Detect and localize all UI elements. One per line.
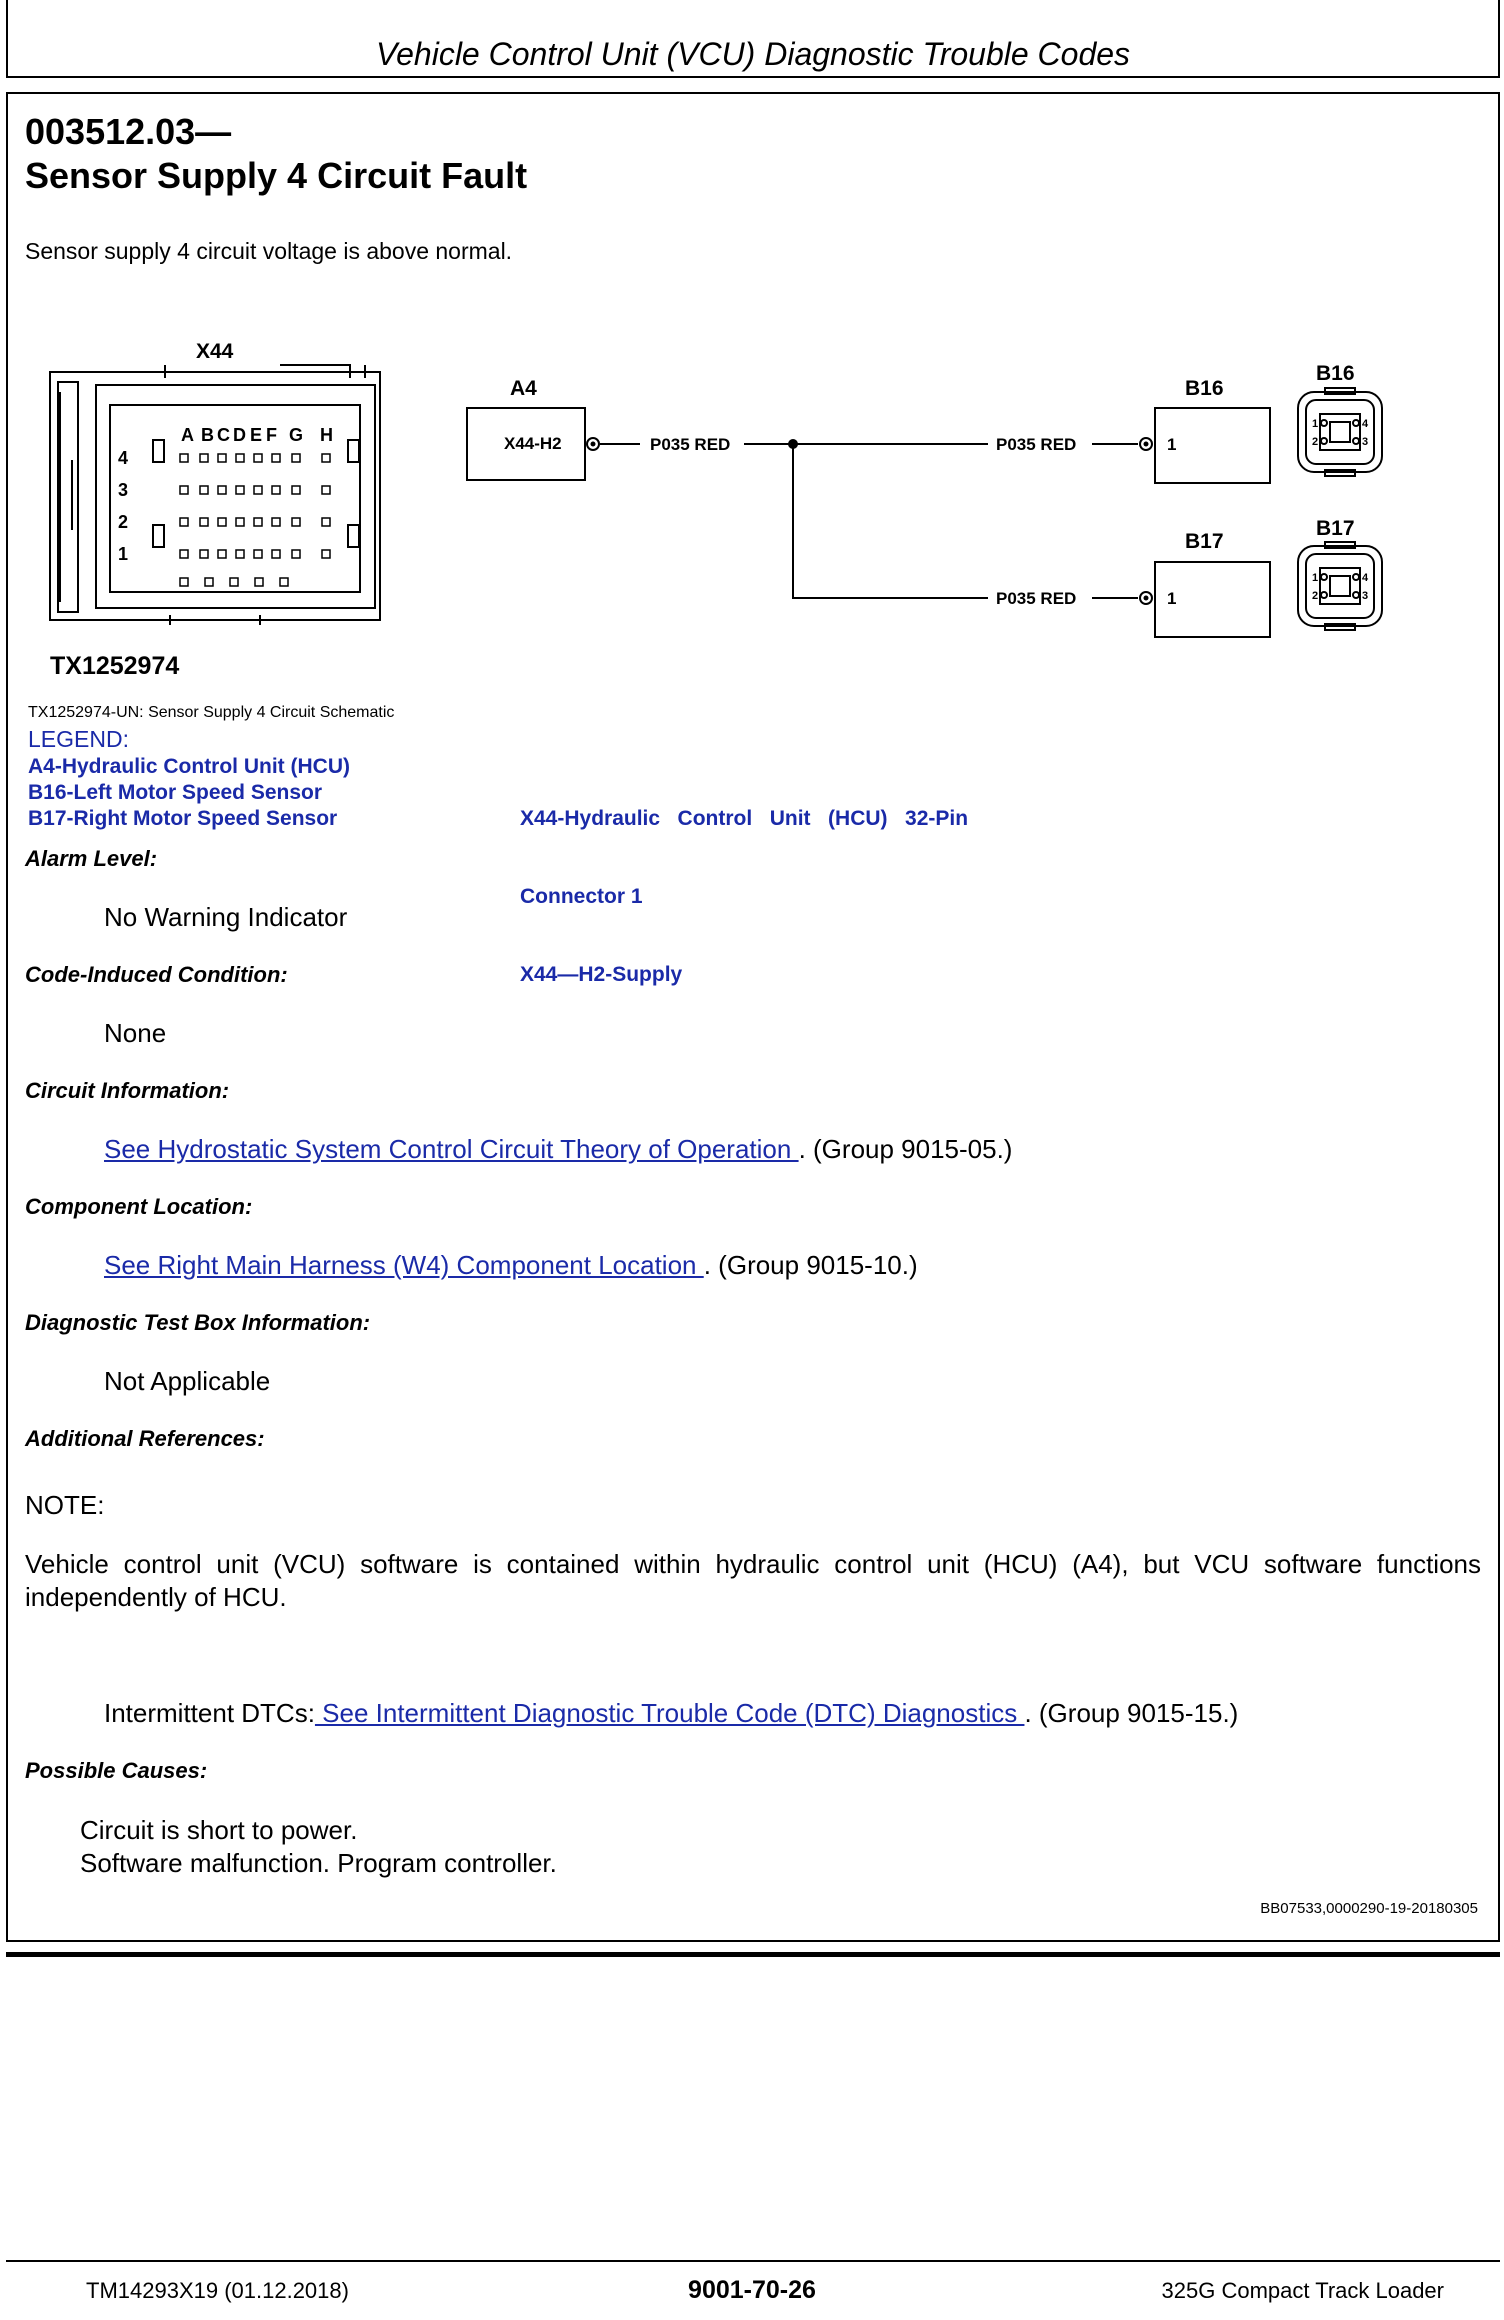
possible-causes-heading: Possible Causes: <box>25 1758 208 1783</box>
legend-item-x44-h2: X44—H2-Supply <box>520 963 683 986</box>
dtc-number: 003512.03— <box>25 111 232 152</box>
b16-pin-number: 1 <box>1167 435 1177 454</box>
legend-item-x44: X44-Hydraulic Control Unit (HCU) 32-Pin <box>520 807 969 830</box>
b17-pin-2: 2 <box>1312 590 1319 602</box>
wire-label-b17: P035 RED <box>996 589 1077 608</box>
figure-caption: TX1252974-UN: Sensor Supply 4 Circuit Schematic <box>28 704 395 721</box>
x44-row-1: 1 <box>118 544 129 564</box>
wire-splice <box>788 439 798 449</box>
b16-connector-label: B16 <box>1316 362 1355 385</box>
note-label: NOTE: <box>25 1490 105 1520</box>
x44-row-3: 3 <box>118 480 129 500</box>
b17-connector-label: B17 <box>1316 517 1355 540</box>
legend-item-b17: B17-Right Motor Speed Sensor <box>28 807 338 830</box>
intermittent-dtc-link[interactable]: See Intermittent Diagnostic Trouble Code (DTC) Diagnostics <box>314 1698 1025 1728</box>
x44-col-c: C <box>217 425 230 445</box>
x44-label: X44 <box>196 340 234 363</box>
b17-pin-number: 1 <box>1167 589 1177 608</box>
a4-label: A4 <box>510 377 537 400</box>
x44-col-b: B <box>201 425 214 445</box>
wires <box>600 444 1138 598</box>
cause-item: Software malfunction. Program controller. <box>80 1848 557 1878</box>
code-induced-condition-heading: Code-Induced Condition: <box>25 962 288 987</box>
a4-pin-dot <box>591 442 596 447</box>
b17-pin-4: 4 <box>1362 572 1369 584</box>
circuit-schematic <box>20 330 1420 700</box>
circuit-theory-link[interactable]: See Hydrostatic System Control Circuit Theory of Operation <box>104 1134 799 1164</box>
dtc-description: Sensor supply 4 circuit voltage is above normal. <box>25 238 513 264</box>
legend-item-x44-cont: Connector 1 <box>520 885 643 908</box>
legend-heading: LEGEND: <box>28 726 129 752</box>
component-location-body <box>104 1250 918 1281</box>
legend-item-b16: B16-Left Motor Speed Sensor <box>28 781 323 804</box>
footer-machine-name: 325G Compact Track Loader <box>1161 2278 1444 2303</box>
b17-pin-dot <box>1144 596 1149 601</box>
test-box-value: Not Applicable <box>104 1366 271 1396</box>
b17-connector-drawing <box>1298 542 1382 630</box>
intermittent-dtcs-line <box>104 1698 1238 1729</box>
x44-col-g: G <box>289 425 304 445</box>
wire-label-b16: P035 RED <box>996 435 1077 454</box>
component-group-ref: . (Group 9015-10.) <box>703 1250 918 1280</box>
x44-pin-grid <box>180 454 330 586</box>
code-induced-condition-value: None <box>104 1018 167 1048</box>
b17-box-label: B17 <box>1185 530 1224 553</box>
x44-column-letters <box>181 425 333 445</box>
x44-col-d: D <box>233 425 246 445</box>
x44-col-f: F <box>266 425 277 445</box>
header-frame <box>6 0 1500 78</box>
component-location-link[interactable]: See Right Main Harness (W4) Component Location <box>104 1250 704 1280</box>
additional-references-heading: Additional References: <box>25 1426 265 1451</box>
dtc-title <box>25 110 527 198</box>
b16-box-label: B16 <box>1185 377 1224 400</box>
x44-col-e: E <box>250 425 263 445</box>
cause-item: Circuit is short to power. <box>80 1815 358 1845</box>
legend-item-a4: A4-Hydraulic Control Unit (HCU) <box>28 755 350 778</box>
intermittent-group-ref: . (Group 9015-15.) <box>1024 1698 1239 1728</box>
x44-col-a: A <box>181 425 194 445</box>
a4-pin-label: X44-H2 <box>504 434 562 453</box>
legend-right-column <box>520 754 968 1014</box>
footer-page-number: 9001-70-26 <box>688 2276 816 2304</box>
dtc-name: Sensor Supply 4 Circuit Fault <box>25 155 528 196</box>
footer-manual-id: TM14293X19 (01.12.2018) <box>86 2278 349 2303</box>
figure-id: TX1252974 <box>50 652 180 680</box>
wire-label-a4: P035 RED <box>650 435 731 454</box>
component-location-heading: Component Location: <box>25 1194 253 1219</box>
circuit-information-heading: Circuit Information: <box>25 1078 230 1103</box>
b17-pin-1: 1 <box>1312 572 1319 584</box>
x44-connector-drawing <box>50 365 380 625</box>
x44-row-numbers <box>118 448 128 564</box>
b16-pin-dot <box>1144 442 1149 447</box>
page-header-title: Vehicle Control Unit (VCU) Diagnostic Trouble Codes <box>375 36 1131 72</box>
b16-pin-1: 1 <box>1312 418 1319 430</box>
b16-connector-drawing <box>1298 388 1382 476</box>
section-end-rule <box>6 1952 1500 1957</box>
possible-causes-list <box>80 1814 557 1880</box>
intermittent-prefix: Intermittent DTCs: <box>104 1698 315 1728</box>
legend-left-column <box>28 754 350 832</box>
document-reference: BB07533,0000290-19-20180305 <box>1260 1900 1478 1917</box>
x44-row-2: 2 <box>118 512 129 532</box>
b16-pin-2: 2 <box>1312 436 1319 448</box>
footer-rule <box>6 2260 1500 2262</box>
b17-pin-3: 3 <box>1362 590 1369 602</box>
circuit-group-ref: . (Group 9015-05.) <box>798 1134 1013 1164</box>
alarm-level-heading: Alarm Level: <box>25 846 158 871</box>
x44-col-h: H <box>320 425 333 445</box>
b16-pin-3: 3 <box>1362 436 1369 448</box>
b16-pin-4: 4 <box>1362 418 1369 430</box>
test-box-heading: Diagnostic Test Box Information: <box>25 1310 371 1335</box>
alarm-level-value: No Warning Indicator <box>104 902 348 932</box>
circuit-information-body <box>104 1134 1012 1165</box>
note-text: Vehicle control unit (VCU) software is contained within hydraulic control unit (HCU) (A4), but VCU software functions independently of HCU. <box>25 1549 1481 1612</box>
x44-row-4: 4 <box>118 448 129 468</box>
